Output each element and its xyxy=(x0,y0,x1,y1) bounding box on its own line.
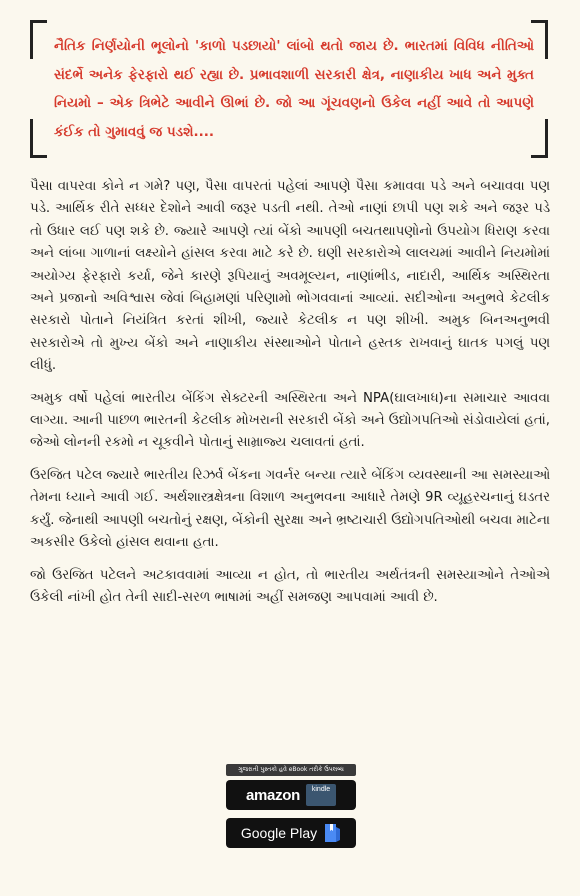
pull-quote: નૈતિક નિર્ણયોની ભૂલોનો 'કાળો પડછાયો' લાંબો થતો જાય છે. ભારતમાં વિવિધ નીતિઓ સંદર્ભે અનેક ફેરફારો થઈ રહ્યા છે. પ્રભાવશાળી સરકારી ક્ષેત્ર, નાણાકીય ખાધ અને મુક્ત નિયમો – એક ત્રિભેટે આવીને ઊભાં છે. જો આ ગૂંચવણનો ઉકેલ નહીં આવે તો આપણે કંઈક તો ગુમાવવું જ પડશે.... xyxy=(54,38,534,140)
google-play-text: Google Play xyxy=(240,825,318,841)
google-play-books-icon xyxy=(323,823,341,843)
quote-box xyxy=(30,20,548,158)
ebook-badges xyxy=(226,764,356,856)
kindle-icon xyxy=(306,784,336,806)
ebook-caption: ગુજરાતી પુસ્તકો હવે eBook તરીકે ઉપલબ્ધ xyxy=(226,764,356,776)
kindle-label: kindle xyxy=(311,786,331,793)
google-play-badge[interactable] xyxy=(226,818,356,848)
paragraph-2: અમુક વર્ષો પહેલાં ભારતીય બેંકિંગ સેક્ટરની અસ્થિરતા અને NPA(ઘાલખાધ)ના સમાચાર આવવા લાગ્યા. આની પાછળ ભારતની કેટલીક મોખરાની સરકારી બેંકો અને ઉદ્યોગપતિઓ સંડોવાયેલાં હતાં, જેઓ લોનની રકમો ન ચૂકવીને પોતાનું સામ્રાજ્ય ચલાવતાં હતાં. xyxy=(30,390,550,451)
amazon-kindle-badge[interactable] xyxy=(226,780,356,810)
amazon-logo-text: amazon xyxy=(245,786,301,804)
paragraph-3: ઉરજિત પટેલ જ્યારે ભારતીય રિઝર્વ બેંકના ગવર્નર બન્યા ત્યારે બેંકિંગ વ્યવસ્થાની આ સમસ્યાઓ તેમના ધ્યાને આવી ગઈ. અર્થશાસ્ત્રક્ષેત્રના વિશાળ અનુભવના આધારે તેમણે 9R વ્યૂહરચનાનું ઘડતર કર્યું. જેનાથી આપણી બચતોનું રક્ષણ, બેંકોની સુરક્ષા અને ભ્રષ્ટાચારી ઉદ્યોગપતિઓથી બચવા માટેના અકસીર ઉકેલો હાંસલ થવાના હતા. xyxy=(30,467,550,551)
paragraph-1: પૈસા વાપરવા કોને ન ગમે? પણ, પૈસા વાપરતાં પહેલાં આપણે પૈસા કમાવવા પડે અને બચાવવા પણ પડે. આર્થિક રીતે સધ્ધર દેશોને આવી જરૂર પડતી નથી. તેઓ નાણાં છાપી પણ શકે અને જરૂર પડે તો ઉધાર લઈ પણ શકે છે. જ્યારે આપણે ત્યાં બેંકો આપણી બચતથાપણોનો ઉપયોગ ધિરાણ કરવા અને લાંબા ગાળાનાં લક્ષ્યોને હાંસલ કરવા માટે કરે છે. ઘણી સરકારોએ લાલચમાં આવીને નિયમોમાં અયોગ્ય ફેરફારો કર્યા, જેને કારણે રૂપિયાનું અવમૂલ્યન, નાણાંભીડ, નાદારી, આર્થિક અસ્થિરતા અને પ્રજાનો અવિશ્વાસ જેવાં બિહામણાં પરિણામો ભોગવવાનાં આવ્યાં. સદીઓના અનુભવે કેટલીક સરકારો પોતાને નિયંત્રિત કરતાં શીખી, જ્યારે કેટલીક ન પણ શીખી. અમુક બિનઅનુભવી સરકારોએ તો મુખ્ય બેંકો અને નાણાકીય સંસ્થાઓને પોતાને હસ્તક રાખવાનું ઘાતક પગલું પણ લીધું. xyxy=(30,179,550,374)
blurb-body xyxy=(30,176,550,619)
paragraph-4: જો ઉરજિત પટેલને અટકાવવામાં આવ્યા ન હોત, તો ભારતીય અર્થતંત્રની સમસ્યાઓને તેઓએ ઉકેલી નાંખી હોત તેની સાદી-સરળ ભાષામાં અહીં સમજણ આપવામાં આવી છે. xyxy=(30,567,550,605)
quote-bracket-bottom-left xyxy=(30,119,47,158)
quote-bracket-top-left xyxy=(30,20,47,59)
